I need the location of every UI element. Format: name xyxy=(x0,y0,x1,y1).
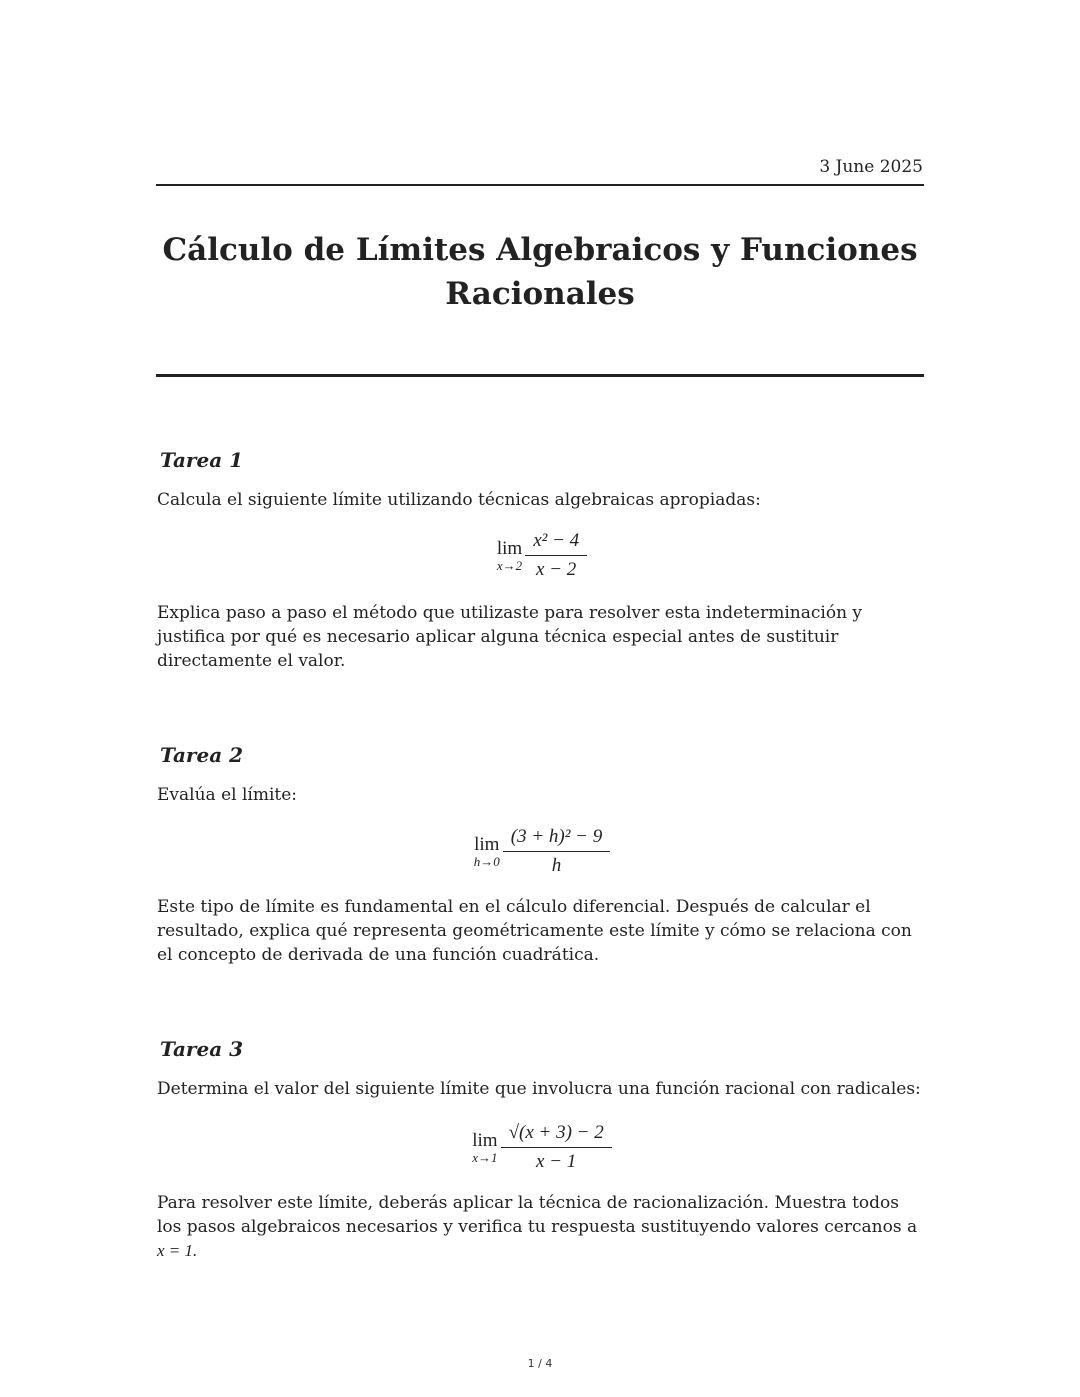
task-2-heading: Tarea 2 xyxy=(160,743,244,767)
task-3-body xyxy=(157,1191,927,1263)
lim-subscript: x→1 xyxy=(472,1149,498,1165)
task-1-heading: Tarea 1 xyxy=(160,448,244,472)
denominator: h xyxy=(503,851,611,877)
denominator: x − 1 xyxy=(501,1147,612,1173)
lim-word: lim xyxy=(496,537,523,559)
task-3-heading: Tarea 3 xyxy=(160,1037,244,1061)
lim-subscript: h→0 xyxy=(473,853,500,869)
task-1-body: Explica paso a paso el método que utilizaste para resolver esta indeterminación y justifica por qué es necesario aplicar alguna técnica especial antes de sustituir directamente el valor. xyxy=(157,603,863,671)
task-1-intro: Calcula el siguiente límite utilizando técnicas algebraicas apropiadas: xyxy=(157,490,761,510)
numerator: √(x + 3) − 2 xyxy=(508,1122,604,1143)
task-3-intro: Determina el valor del siguiente límite que involucra una función racional con radicales: xyxy=(157,1079,921,1099)
page-number: 1 / 4 xyxy=(527,1357,553,1370)
lim-word: lim xyxy=(474,833,500,855)
task-2-equation xyxy=(0,826,1080,877)
limit-operator xyxy=(474,835,500,869)
task-3-body-math: x = 1. xyxy=(157,1241,198,1260)
task-3-equation xyxy=(0,1122,1080,1173)
numerator: (3 + h)² − 9 xyxy=(510,826,603,847)
denominator: x − 2 xyxy=(525,555,587,581)
lim-word: lim xyxy=(472,1129,498,1151)
task-2-body: Este tipo de límite es fundamental en el cálculo diferencial. Después de calcular el resultado, explica qué representa geométricamente este límite y cómo se relaciona con el concepto de derivada de una función cuadrática. xyxy=(157,897,912,965)
fraction xyxy=(529,530,583,581)
numerator: x² − 4 xyxy=(533,530,580,551)
task-1-equation xyxy=(0,530,1080,581)
document-title: Cálculo de Límites Algebraicos y Funciones Racionales xyxy=(162,232,918,312)
task-3-body-text: Para resolver este límite, deberás aplicar la técnica de racionalización. Muestra todos los pasos algebraicos necesarios y verifica tu respuesta sustituyendo valores cercanos a xyxy=(157,1193,918,1237)
limit-operator xyxy=(497,539,522,573)
header-rule xyxy=(156,184,924,186)
lim-subscript: x→2 xyxy=(496,557,523,573)
fraction xyxy=(507,826,607,877)
task-2-intro: Evalúa el límite: xyxy=(157,785,298,805)
title-rule xyxy=(156,374,924,377)
limit-operator xyxy=(472,1131,497,1165)
fraction xyxy=(505,1122,608,1173)
document-date: 3 June 2025 xyxy=(819,157,923,177)
